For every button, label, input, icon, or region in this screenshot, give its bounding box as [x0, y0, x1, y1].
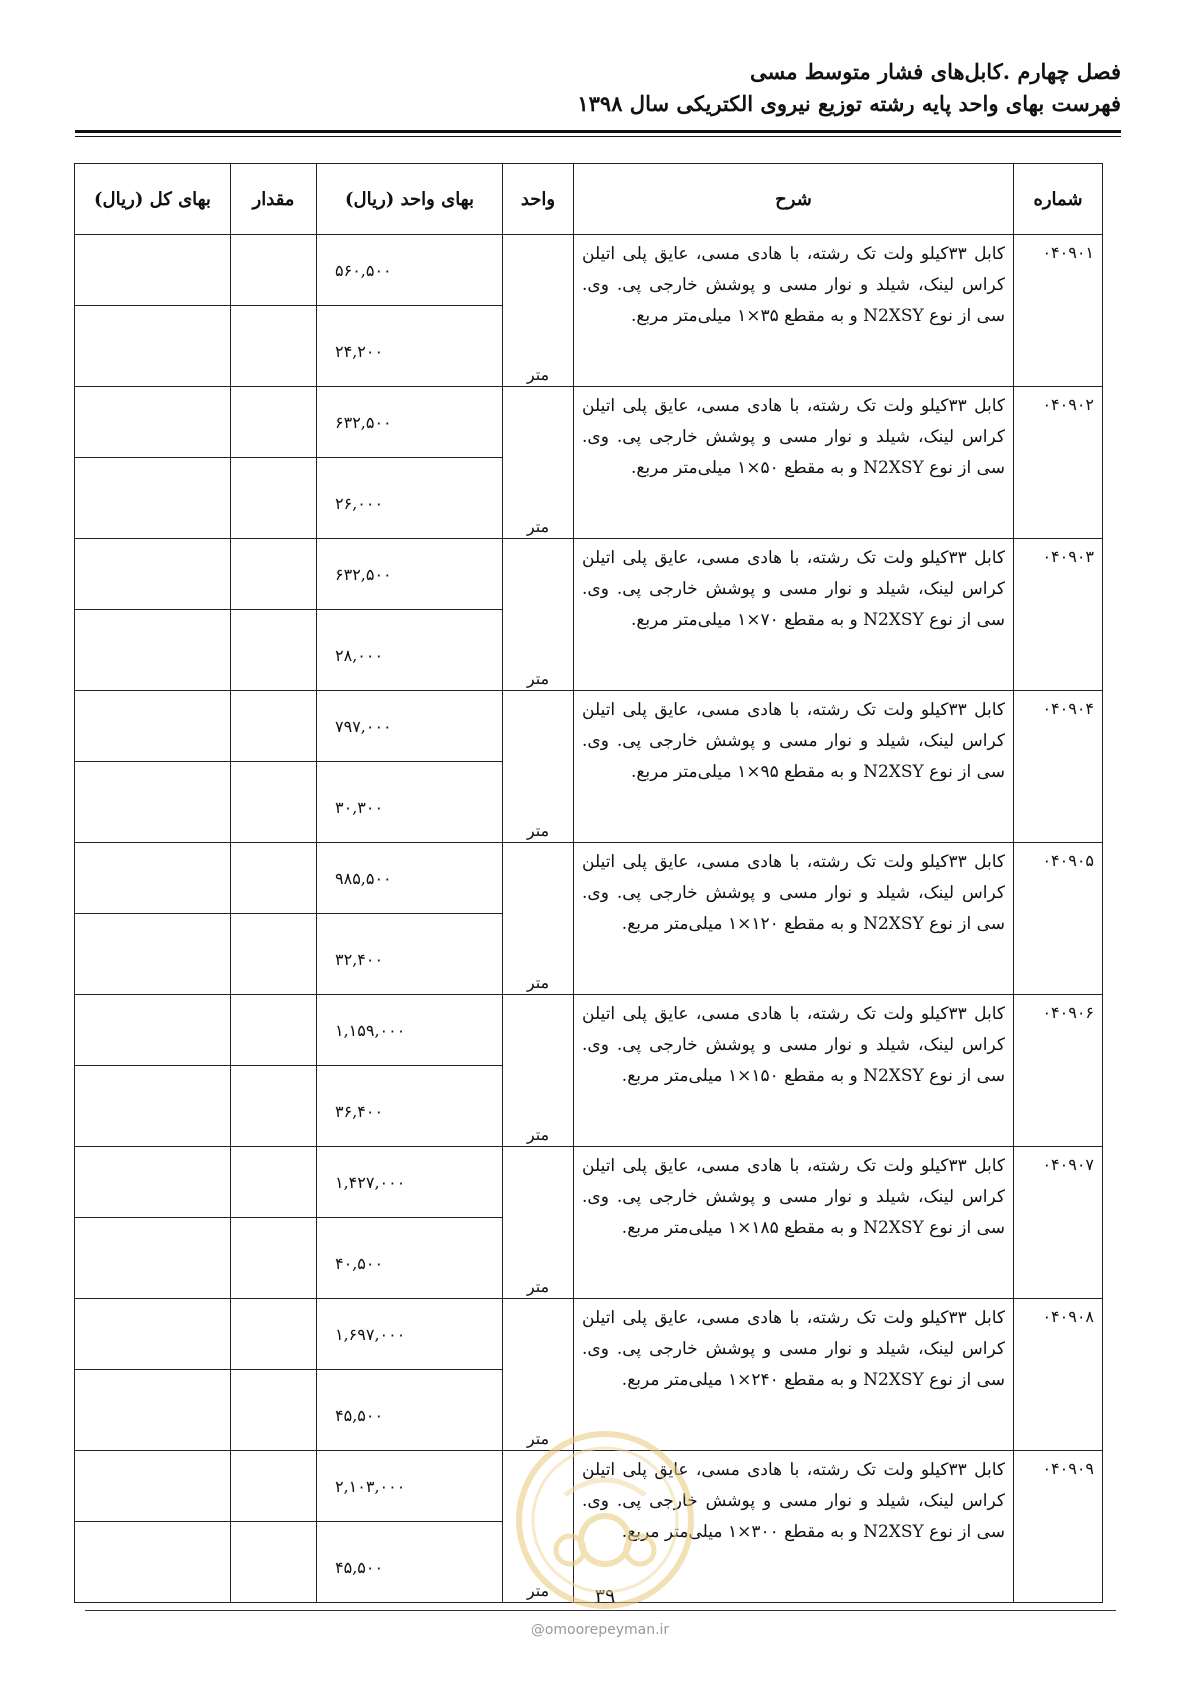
item-quantity — [231, 539, 317, 610]
item-unit — [503, 387, 574, 539]
item-description: کابل ۳۳کیلو ولت تک رشته، با هادی مسی، عایق پلی اتیلن کراس لینک، شیلد و نوار مسی و پوشش خارجی پی. وی. سی از نوع N2XSY و به مقطع ۷۰×۱ میلی‌متر مربع. — [574, 539, 1014, 691]
page-header — [75, 56, 1121, 120]
item-unit-label: متر — [526, 1429, 550, 1448]
chapter-title: فصل چهارم .کابل‌های فشار متوسط مسی — [749, 59, 1121, 84]
item-unit — [503, 843, 574, 995]
item-total-price-secondary — [75, 914, 231, 995]
item-unit-price: ۶۳۲,۵۰۰ — [317, 387, 503, 458]
item-quantity — [231, 1299, 317, 1370]
col-header-description: شرح — [574, 164, 1014, 235]
website-watermark: @omoorepeyman.ir — [530, 1622, 670, 1638]
item-unit — [503, 539, 574, 691]
item-quantity-secondary — [231, 306, 317, 387]
item-unit — [503, 1147, 574, 1299]
col-header-unit: واحد — [503, 164, 574, 235]
item-quantity-secondary — [231, 914, 317, 995]
table-header-row — [75, 164, 1103, 235]
table-row — [75, 691, 1103, 762]
item-unit-label: متر — [526, 365, 550, 384]
item-total-price — [75, 843, 231, 914]
item-unit-price-secondary: ۴۵,۵۰۰ — [317, 1522, 503, 1603]
item-total-price — [75, 1147, 231, 1218]
col-header-total-price: بهای کل (ریال) — [75, 164, 231, 235]
item-unit-price: ۵۶۰,۵۰۰ — [317, 235, 503, 306]
item-code: ۰۴۰۹۰۴ — [1014, 691, 1103, 843]
item-description: کابل ۳۳کیلو ولت تک رشته، با هادی مسی، عایق پلی اتیلن کراس لینک، شیلد و نوار مسی و پوشش خارجی پی. وی. سی از نوع N2XSY و به مقطع ۹۵×۱ میلی‌متر مربع. — [574, 691, 1014, 843]
item-unit — [503, 995, 574, 1147]
item-quantity — [231, 1147, 317, 1218]
item-quantity-secondary — [231, 1218, 317, 1299]
item-description: کابل ۳۳کیلو ولت تک رشته، با هادی مسی، عایق پلی اتیلن کراس لینک، شیلد و نوار مسی و پوشش خارجی پی. وی. سی از نوع N2XSY و به مقطع ۱۵۰×۱ میلی‌متر مربع. — [574, 995, 1014, 1147]
item-code: ۰۴۰۹۰۷ — [1014, 1147, 1103, 1299]
item-quantity — [231, 1451, 317, 1522]
item-unit-price-secondary: ۳۰,۳۰۰ — [317, 762, 503, 843]
item-total-price-secondary — [75, 1370, 231, 1451]
item-code: ۰۴۰۹۰۱ — [1014, 235, 1103, 387]
table-row — [75, 1299, 1103, 1370]
item-quantity-secondary — [231, 458, 317, 539]
price-table — [74, 163, 1103, 1603]
item-unit-price: ۱,۱۵۹,۰۰۰ — [317, 995, 503, 1066]
item-total-price — [75, 539, 231, 610]
document-title: فهرست بهای واحد پایه رشته توزیع نیروی الکتریکی سال ۱۳۹۸ — [577, 91, 1121, 116]
item-unit-label: متر — [526, 669, 550, 688]
item-code: ۰۴۰۹۰۹ — [1014, 1451, 1103, 1603]
table-row — [75, 843, 1103, 914]
header-rule-thin — [75, 136, 1121, 137]
item-unit-price-secondary: ۴۰,۵۰۰ — [317, 1218, 503, 1299]
item-total-price-secondary — [75, 458, 231, 539]
item-unit-price-secondary: ۲۶,۰۰۰ — [317, 458, 503, 539]
item-unit-price: ۱,۶۹۷,۰۰۰ — [317, 1299, 503, 1370]
item-unit-label: متر — [526, 973, 550, 992]
header-rule-thick — [75, 130, 1121, 133]
item-total-price — [75, 691, 231, 762]
item-unit-price: ۱,۴۲۷,۰۰۰ — [317, 1147, 503, 1218]
item-quantity-secondary — [231, 610, 317, 691]
col-header-unit-price: بهای واحد (ریال) — [317, 164, 503, 235]
item-code: ۰۴۰۹۰۶ — [1014, 995, 1103, 1147]
item-unit-label: متر — [526, 1125, 550, 1144]
item-unit-price-secondary: ۲۸,۰۰۰ — [317, 610, 503, 691]
item-description: کابل ۳۳کیلو ولت تک رشته، با هادی مسی، عایق پلی اتیلن کراس لینک، شیلد و نوار مسی و پوشش خارجی پی. وی. سی از نوع N2XSY و به مقطع ۱۸۵×۱ میلی‌متر مربع. — [574, 1147, 1014, 1299]
item-total-price-secondary — [75, 762, 231, 843]
item-unit-price-secondary: ۳۶,۴۰۰ — [317, 1066, 503, 1147]
item-unit-price-secondary: ۲۴,۲۰۰ — [317, 306, 503, 387]
col-header-number: شماره — [1014, 164, 1103, 235]
item-total-price — [75, 995, 231, 1066]
item-total-price-secondary — [75, 1522, 231, 1603]
table-row — [75, 995, 1103, 1066]
item-total-price-secondary — [75, 1066, 231, 1147]
table-row — [75, 387, 1103, 458]
table-row — [75, 1147, 1103, 1218]
item-description: کابل ۳۳کیلو ولت تک رشته، با هادی مسی، عایق پلی اتیلن کراس لینک، شیلد و نوار مسی و پوشش خارجی پی. وی. سی از نوع N2XSY و به مقطع ۳۵×۱ میلی‌متر مربع. — [574, 235, 1014, 387]
item-description: کابل ۳۳کیلو ولت تک رشته، با هادی مسی، عایق پلی اتیلن کراس لینک، شیلد و نوار مسی و پوشش خارجی پی. وی. سی از نوع N2XSY و به مقطع ۵۰×۱ میلی‌متر مربع. — [574, 387, 1014, 539]
item-code: ۰۴۰۹۰۳ — [1014, 539, 1103, 691]
item-unit — [503, 691, 574, 843]
item-unit-label: متر — [526, 1277, 550, 1296]
table-row — [75, 539, 1103, 610]
item-code: ۰۴۰۹۰۲ — [1014, 387, 1103, 539]
item-unit — [503, 235, 574, 387]
seal-watermark-icon — [510, 1425, 700, 1615]
item-code: ۰۴۰۹۰۵ — [1014, 843, 1103, 995]
item-quantity — [231, 235, 317, 306]
item-unit-label: متر — [526, 1581, 550, 1600]
item-unit-price: ۲,۱۰۳,۰۰۰ — [317, 1451, 503, 1522]
item-unit-price: ۹۸۵,۵۰۰ — [317, 843, 503, 914]
item-description: کابل ۳۳کیلو ولت تک رشته، با هادی مسی، عایق پلی اتیلن کراس لینک، شیلد و نوار مسی و پوشش خارجی پی. وی. سی از نوع N2XSY و به مقطع ۱۲۰×۱ میلی‌متر مربع. — [574, 843, 1014, 995]
item-quantity — [231, 995, 317, 1066]
col-header-quantity: مقدار — [231, 164, 317, 235]
item-code: ۰۴۰۹۰۸ — [1014, 1299, 1103, 1451]
item-total-price — [75, 235, 231, 306]
item-quantity-secondary — [231, 1522, 317, 1603]
page-number: ۳۹ — [594, 1585, 616, 1607]
item-total-price-secondary — [75, 610, 231, 691]
item-quantity-secondary — [231, 1370, 317, 1451]
item-description: کابل ۳۳کیلو ولت تک رشته، با هادی مسی، عایق پلی اتیلن کراس لینک، شیلد و نوار مسی و پوشش خارجی پی. وی. سی از نوع N2XSY و به مقطع ۲۴۰×۱ میلی‌متر مربع. — [574, 1299, 1014, 1451]
item-total-price — [75, 387, 231, 458]
item-quantity — [231, 387, 317, 458]
item-description: کابل ۳۳کیلو ولت تک رشته، با هادی مسی، عایق پلی اتیلن کراس لینک، شیلد و نوار مسی و پوشش خارجی پی. وی. سی از نوع N2XSY و به مقطع ۳۰۰×۱ میلی‌متر مربع. — [574, 1451, 1014, 1603]
item-total-price-secondary — [75, 1218, 231, 1299]
item-unit-price: ۶۳۲,۵۰۰ — [317, 539, 503, 610]
item-unit-label: متر — [526, 821, 550, 840]
item-total-price-secondary — [75, 306, 231, 387]
item-quantity — [231, 843, 317, 914]
item-quantity-secondary — [231, 1066, 317, 1147]
item-quantity-secondary — [231, 762, 317, 843]
item-unit-price: ۷۹۷,۰۰۰ — [317, 691, 503, 762]
item-unit-label: متر — [526, 517, 550, 536]
item-total-price — [75, 1451, 231, 1522]
item-unit-price-secondary: ۳۲,۴۰۰ — [317, 914, 503, 995]
item-quantity — [231, 691, 317, 762]
item-unit-price-secondary: ۴۵,۵۰۰ — [317, 1370, 503, 1451]
item-total-price — [75, 1299, 231, 1370]
table-row — [75, 235, 1103, 306]
